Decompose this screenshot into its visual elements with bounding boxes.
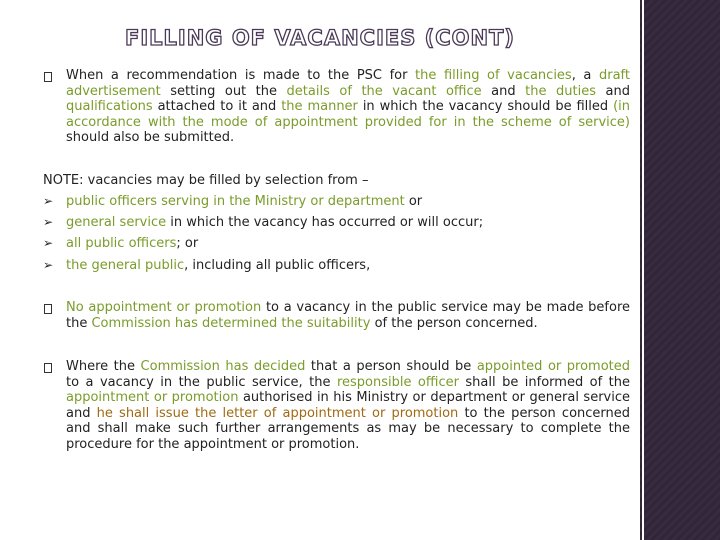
paragraph-recommendation (66, 68, 630, 146)
arrow-bullet-icon: ➢ (43, 215, 54, 229)
text-span: to a vacancy in the public service, the (66, 374, 337, 390)
bullet-icon (44, 72, 52, 82)
arrow-bullet-icon: ➢ (43, 258, 54, 272)
list-item (66, 215, 626, 231)
highlight-span: Commission has determined the suitability (91, 315, 371, 331)
text-span: to the person concerned and shall make such further arrangements as may be necessary to complete the procedure for the appointment or promotion. (66, 405, 631, 452)
highlight-span: the filling of vacancies (415, 68, 572, 83)
highlight-span: No appointment or promotion (66, 300, 262, 315)
text-span: should also be submitted. (66, 130, 235, 145)
highlight-span: details of the vacant office (286, 83, 482, 99)
sidebar-divider (642, 0, 644, 540)
highlight-span: he shall issue the letter of appointment or promotion (96, 405, 459, 421)
highlight-span: public officers serving in the Ministry or department (66, 194, 405, 209)
highlight-span: Commission has decided (140, 359, 306, 374)
text-span: in which the vacancy should be filled (357, 99, 614, 114)
text-span: that a person should be (305, 359, 477, 374)
text-span: and (596, 83, 630, 99)
highlight-span: responsible officer (336, 374, 459, 390)
list-item (66, 258, 626, 274)
highlight-span: the duties (525, 83, 596, 99)
highlight-span: qualifications (66, 99, 153, 114)
highlight-span: all public officers (66, 236, 177, 251)
text-span: When a recommendation is made to the PSC for (66, 68, 416, 83)
note-heading: NOTE: vacancies may be filled by selection from – (43, 173, 369, 188)
text-span: of the person concerned. (370, 315, 538, 331)
text-span: authorised in his Ministry or department or general service and (66, 390, 631, 421)
text-span: ; or (176, 236, 199, 251)
arrow-bullet-icon: ➢ (43, 194, 54, 208)
highlight-span: (in accordance with the mode of appointment provided for in the scheme of service) (66, 99, 630, 130)
bullet-icon (44, 304, 52, 314)
text-span: and (481, 83, 526, 99)
text-span: to a vacancy in the public service may be made before the (66, 300, 631, 331)
text-span: shall be informed of the (458, 374, 630, 390)
slide-title: FILLING OF VACANCIES (CONT) (124, 26, 516, 50)
highlight-span: the manner (281, 99, 358, 114)
text-span: setting out the (160, 83, 287, 99)
text-span: in which the vacancy has occurred or will occur; (166, 215, 484, 230)
text-span: or (404, 194, 423, 209)
paragraph-no-appointment (66, 300, 630, 331)
text-span: , a (571, 68, 599, 83)
highlight-span: appointment or promotion (66, 390, 239, 405)
text-span: attached to it and (152, 99, 282, 114)
list-item (66, 194, 626, 210)
text-span: Where the (66, 359, 141, 374)
highlight-span: appointed or promoted (476, 359, 631, 374)
highlight-span: the general public (66, 258, 185, 273)
list-item (66, 236, 626, 252)
highlight-span: general service (66, 215, 167, 230)
arrow-bullet-icon: ➢ (43, 236, 54, 250)
decorative-sidebar (640, 0, 720, 540)
text-span: , including all public officers, (184, 258, 371, 273)
highlight-span: draft advertisement (66, 68, 630, 99)
bullet-icon (44, 363, 52, 373)
paragraph-commission-decided (66, 359, 630, 452)
